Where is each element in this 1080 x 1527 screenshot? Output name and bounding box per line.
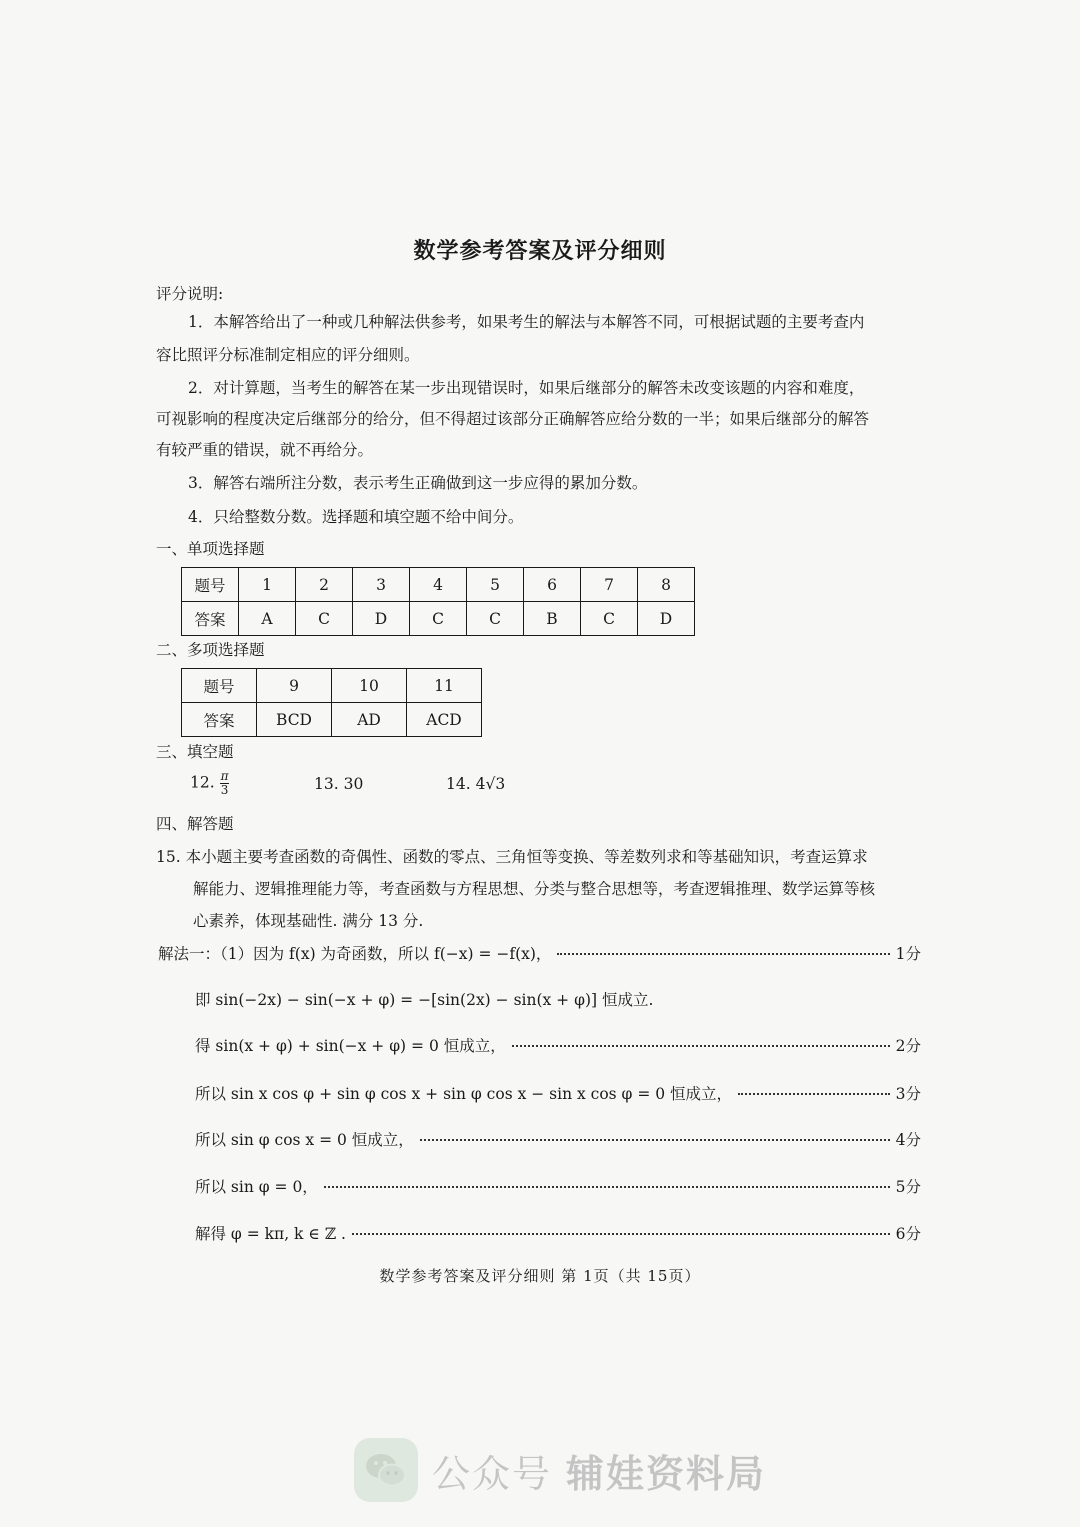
step-points: 4分 <box>895 1131 921 1149</box>
step-points: 2分 <box>895 1037 921 1055</box>
solution-step <box>195 1034 921 1056</box>
page-footer: 数学参考答案及评分细则 第 1页（共 15页） <box>379 1267 701 1285</box>
note-2-line-1: 2．对计算题，当考生的解答在某一步出现错误时，如果后继部分的解答未改变该题的内容和难度， <box>188 379 865 397</box>
row-label-number: 题号 <box>182 568 239 602</box>
multi-choice-table <box>181 668 482 737</box>
fill-answer-12 <box>190 770 229 797</box>
q12-label: 12. <box>190 773 215 792</box>
leader-dots <box>512 1044 890 1047</box>
section-4-heading: 四、解答题 <box>156 815 234 833</box>
step-text: 得 sin(x + φ) + sin(−x + φ) = 0 恒成立， <box>195 1037 506 1055</box>
row-label-number: 题号 <box>182 669 257 703</box>
solution-step <box>195 1128 921 1150</box>
solution-step <box>195 1082 921 1104</box>
table-cell: 5 <box>467 568 524 602</box>
watermark-text <box>432 1443 766 1498</box>
leader-dots <box>738 1092 890 1095</box>
table-cell: B <box>524 602 581 636</box>
table-cell: C <box>467 602 524 636</box>
note-1-line-2: 容比照评分标准制定相应的评分细则。 <box>156 346 420 364</box>
fill-answer-13: 13. 30 <box>314 775 364 793</box>
note-1-line-1: 1．本解答给出了一种或几种解法供参考，如果考生的解法与本解答不同，可根据试题的主要考查内 <box>188 313 865 331</box>
note-3: 3．解答右端所注分数，表示考生正确做到这一步应得的累加分数。 <box>188 474 648 492</box>
watermark <box>354 1438 766 1502</box>
step-text: 解法一：（1）因为 f(x) 为奇函数，所以 f(−x) = −f(x)， <box>158 945 552 963</box>
solution-step <box>158 942 921 964</box>
table-cell: 7 <box>581 568 638 602</box>
leader-dots <box>324 1185 890 1188</box>
table-row <box>182 602 695 636</box>
q15-intro-line-1: 15. 本小题主要考查函数的奇偶性、函数的零点、三角恒等变换、等差数列求和等基础知识，考查运算求 <box>156 848 868 866</box>
leader-dots <box>557 952 889 955</box>
table-cell: 2 <box>296 568 353 602</box>
solution-step <box>195 1175 921 1197</box>
step-points: 3分 <box>895 1085 921 1103</box>
note-2-line-3: 有较严重的错误，就不再给分。 <box>156 441 374 459</box>
solution-step <box>195 988 921 1010</box>
table-cell: A <box>239 602 296 636</box>
table-cell: 8 <box>638 568 695 602</box>
section-2-heading: 二、多项选择题 <box>156 641 265 659</box>
table-cell: 1 <box>239 568 296 602</box>
q15-intro-line-3: 心素养，体现基础性. 满分 13 分. <box>193 912 424 930</box>
table-cell: C <box>296 602 353 636</box>
fraction-denominator: 3 <box>220 783 229 797</box>
table-cell: C <box>410 602 467 636</box>
step-points: 5分 <box>895 1178 921 1196</box>
row-label-answer: 答案 <box>182 602 239 636</box>
table-cell: D <box>353 602 410 636</box>
table-cell: AD <box>332 703 407 737</box>
watermark-label-2: 辅娃资料局 <box>566 1451 767 1496</box>
table-cell: 6 <box>524 568 581 602</box>
table-cell: 11 <box>407 669 482 703</box>
table-cell: 4 <box>410 568 467 602</box>
leader-dots <box>420 1138 890 1141</box>
grading-notes-heading: 评分说明: <box>156 285 224 303</box>
section-1-heading: 一、单项选择题 <box>156 540 265 558</box>
table-cell: 10 <box>332 669 407 703</box>
note-4: 4．只给整数分数。选择题和填空题不给中间分。 <box>188 508 524 526</box>
table-row <box>182 669 482 703</box>
table-row <box>182 568 695 602</box>
step-text: 解得 φ = kπ, k ∈ ℤ . <box>195 1225 346 1243</box>
table-cell: 9 <box>257 669 332 703</box>
section-3-heading: 三、填空题 <box>156 743 234 761</box>
fill-answer-14: 14. 4√3 <box>446 775 506 793</box>
step-points: 6分 <box>895 1225 921 1243</box>
step-text: 所以 sin x cos φ + sin φ cos x + sin φ cos x − sin x cos φ = 0 恒成立， <box>195 1085 733 1103</box>
page-title: 数学参考答案及评分细则 <box>413 239 667 264</box>
table-cell: 3 <box>353 568 410 602</box>
step-text: 即 sin(−2x) − sin(−x + φ) = −[sin(2x) − sin(x + φ)] 恒成立. <box>195 991 654 1009</box>
watermark-label-1: 公众号 <box>432 1451 553 1496</box>
single-choice-table <box>181 567 695 636</box>
row-label-answer: 答案 <box>182 703 257 737</box>
table-cell: BCD <box>257 703 332 737</box>
q15-intro-line-2: 解能力、逻辑推理能力等，考查函数与方程思想、分类与整合思想等，考查逻辑推理、数学运算等核 <box>193 880 876 898</box>
step-points: 1分 <box>895 945 921 963</box>
fraction-numerator: π <box>220 769 229 783</box>
table-cell: D <box>638 602 695 636</box>
leader-dots <box>352 1232 890 1235</box>
step-text: 所以 sin φ = 0， <box>195 1178 318 1196</box>
wechat-icon <box>354 1438 418 1502</box>
pi-over-3-fraction <box>220 770 230 797</box>
table-cell: C <box>581 602 638 636</box>
table-cell: ACD <box>407 703 482 737</box>
solution-step <box>195 1222 921 1244</box>
note-2-line-2: 可视影响的程度决定后继部分的给分，但不得超过该部分正确解答应给分数的一半；如果后继部分的解答 <box>156 410 870 428</box>
table-row <box>182 703 482 737</box>
step-text: 所以 sin φ cos x = 0 恒成立， <box>195 1131 414 1149</box>
